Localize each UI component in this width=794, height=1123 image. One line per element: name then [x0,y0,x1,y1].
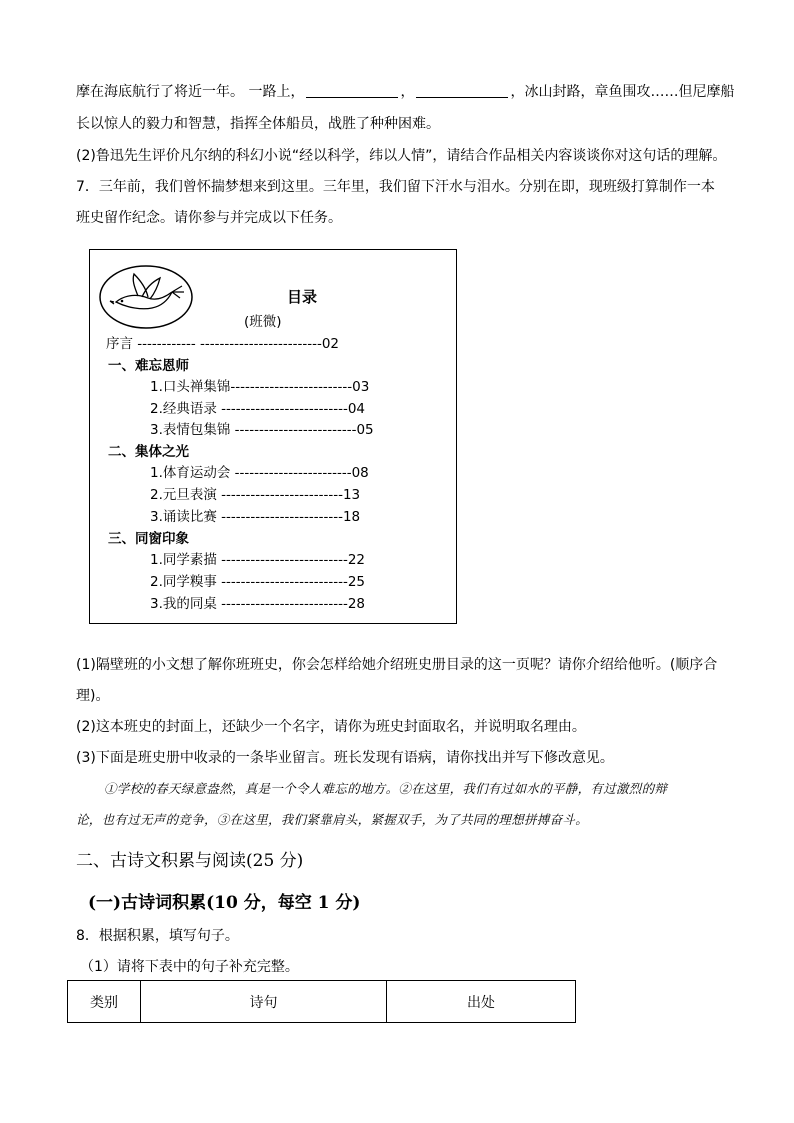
question-7-1-line-2: 理)。 [76,688,110,704]
fill-blank[interactable] [416,83,508,98]
poetry-table [67,980,576,1023]
toc-section-heading: 二、集体之光 [108,444,189,460]
question-6-2: (2)鲁迅先生评价凡尔纳的科幻小说“经以科学，纬以人情”，请结合作品相关内容谈谈你对这句话的理解。 [76,148,727,164]
table-header-row [68,981,576,1023]
question-7-line-2: 班史留作纪念。请你参与并完成以下任务。 [76,210,342,226]
toc-item: 3.表情包集锦 -------------------------05 [150,422,374,438]
question-7-2: (2)这本班史的封面上，还缺少一个名字，请你为班史封面取名，并说明取名理由。 [76,719,586,735]
dove-emblem-icon [98,264,194,330]
toc-item: 1.同学素描 --------------------------22 [150,552,366,568]
toc-item: 2.元旦表演 -------------------------13 [150,487,361,503]
toc-item: 3.我的同桌 --------------------------28 [150,596,366,612]
text-segment: 摩在海底航行了将近一年。 一路上， [76,84,305,100]
text-segment: ， [400,84,415,100]
question-8-1: （1）请将下表中的句子补充完整。 [80,959,299,975]
fill-blank[interactable] [306,83,398,98]
toc-item: 1.体育运动会 ------------------------08 [150,465,369,481]
class-history-toc [89,249,457,624]
table-header-category: 类别 [68,981,141,1023]
toc-section-heading: 一、难忘恩师 [108,358,189,374]
section-2-heading: 二、古诗文积累与阅读(25 分) [76,851,304,871]
toc-item: 2.同学糗事 --------------------------25 [150,574,366,590]
toc-title: 目录 [287,288,318,306]
text-segment: ，冰山封路，章鱼围攻……但尼摩船 [510,84,735,100]
toc-item: 3.诵读比赛 -------------------------18 [150,509,361,525]
table-header-source: 出处 [387,981,576,1023]
question-7-1-line-1: (1)隔壁班的小文想了解你班班史，你会怎样给她介绍班史册目录的这一页呢？请你介绍给他听。(顺序合 [76,657,718,673]
toc-preface: 序言 ------------ -------------------------02 [106,336,340,352]
table-header-verse: 诗句 [141,981,387,1023]
question-7-3: (3)下面是班史册中收录的一条毕业留言。班长发现有语病，请你找出并写下修改意见。 [76,750,614,766]
toc-item: 2.经典语录 --------------------------04 [150,401,366,417]
question-8: 8．根据积累，填写句子。 [76,928,239,944]
toc-section-heading: 三、同窗印象 [108,531,189,547]
paragraph-line-2: 长以惊人的毅力和智慧，指挥全体船员，战胜了种种困难。 [76,116,440,132]
section-2-subheading: (一)古诗词积累(10 分，每空 1 分) [88,893,361,913]
question-7-line-1: 7．三年前，我们曾怀揣梦想来到这里。三年里，我们留下汗水与泪水。分别在即，现班级打算制作一本 [76,179,715,195]
graduation-message-line-2: 论，也有过无声的竞争，③在这里，我们紧靠肩头，紧握双手，为了共同的理想拼搏奋斗。 [76,812,589,827]
toc-subtitle: (班微) [244,314,282,330]
paragraph-line-1 [76,82,734,102]
toc-item: 1.口头禅集锦-------------------------03 [150,379,370,395]
graduation-message-line-1: ①学校的春天绿意盎然，真是一个令人难忘的地方。②在这里，我们有过如水的平静，有过激烈的辩 [104,781,668,796]
